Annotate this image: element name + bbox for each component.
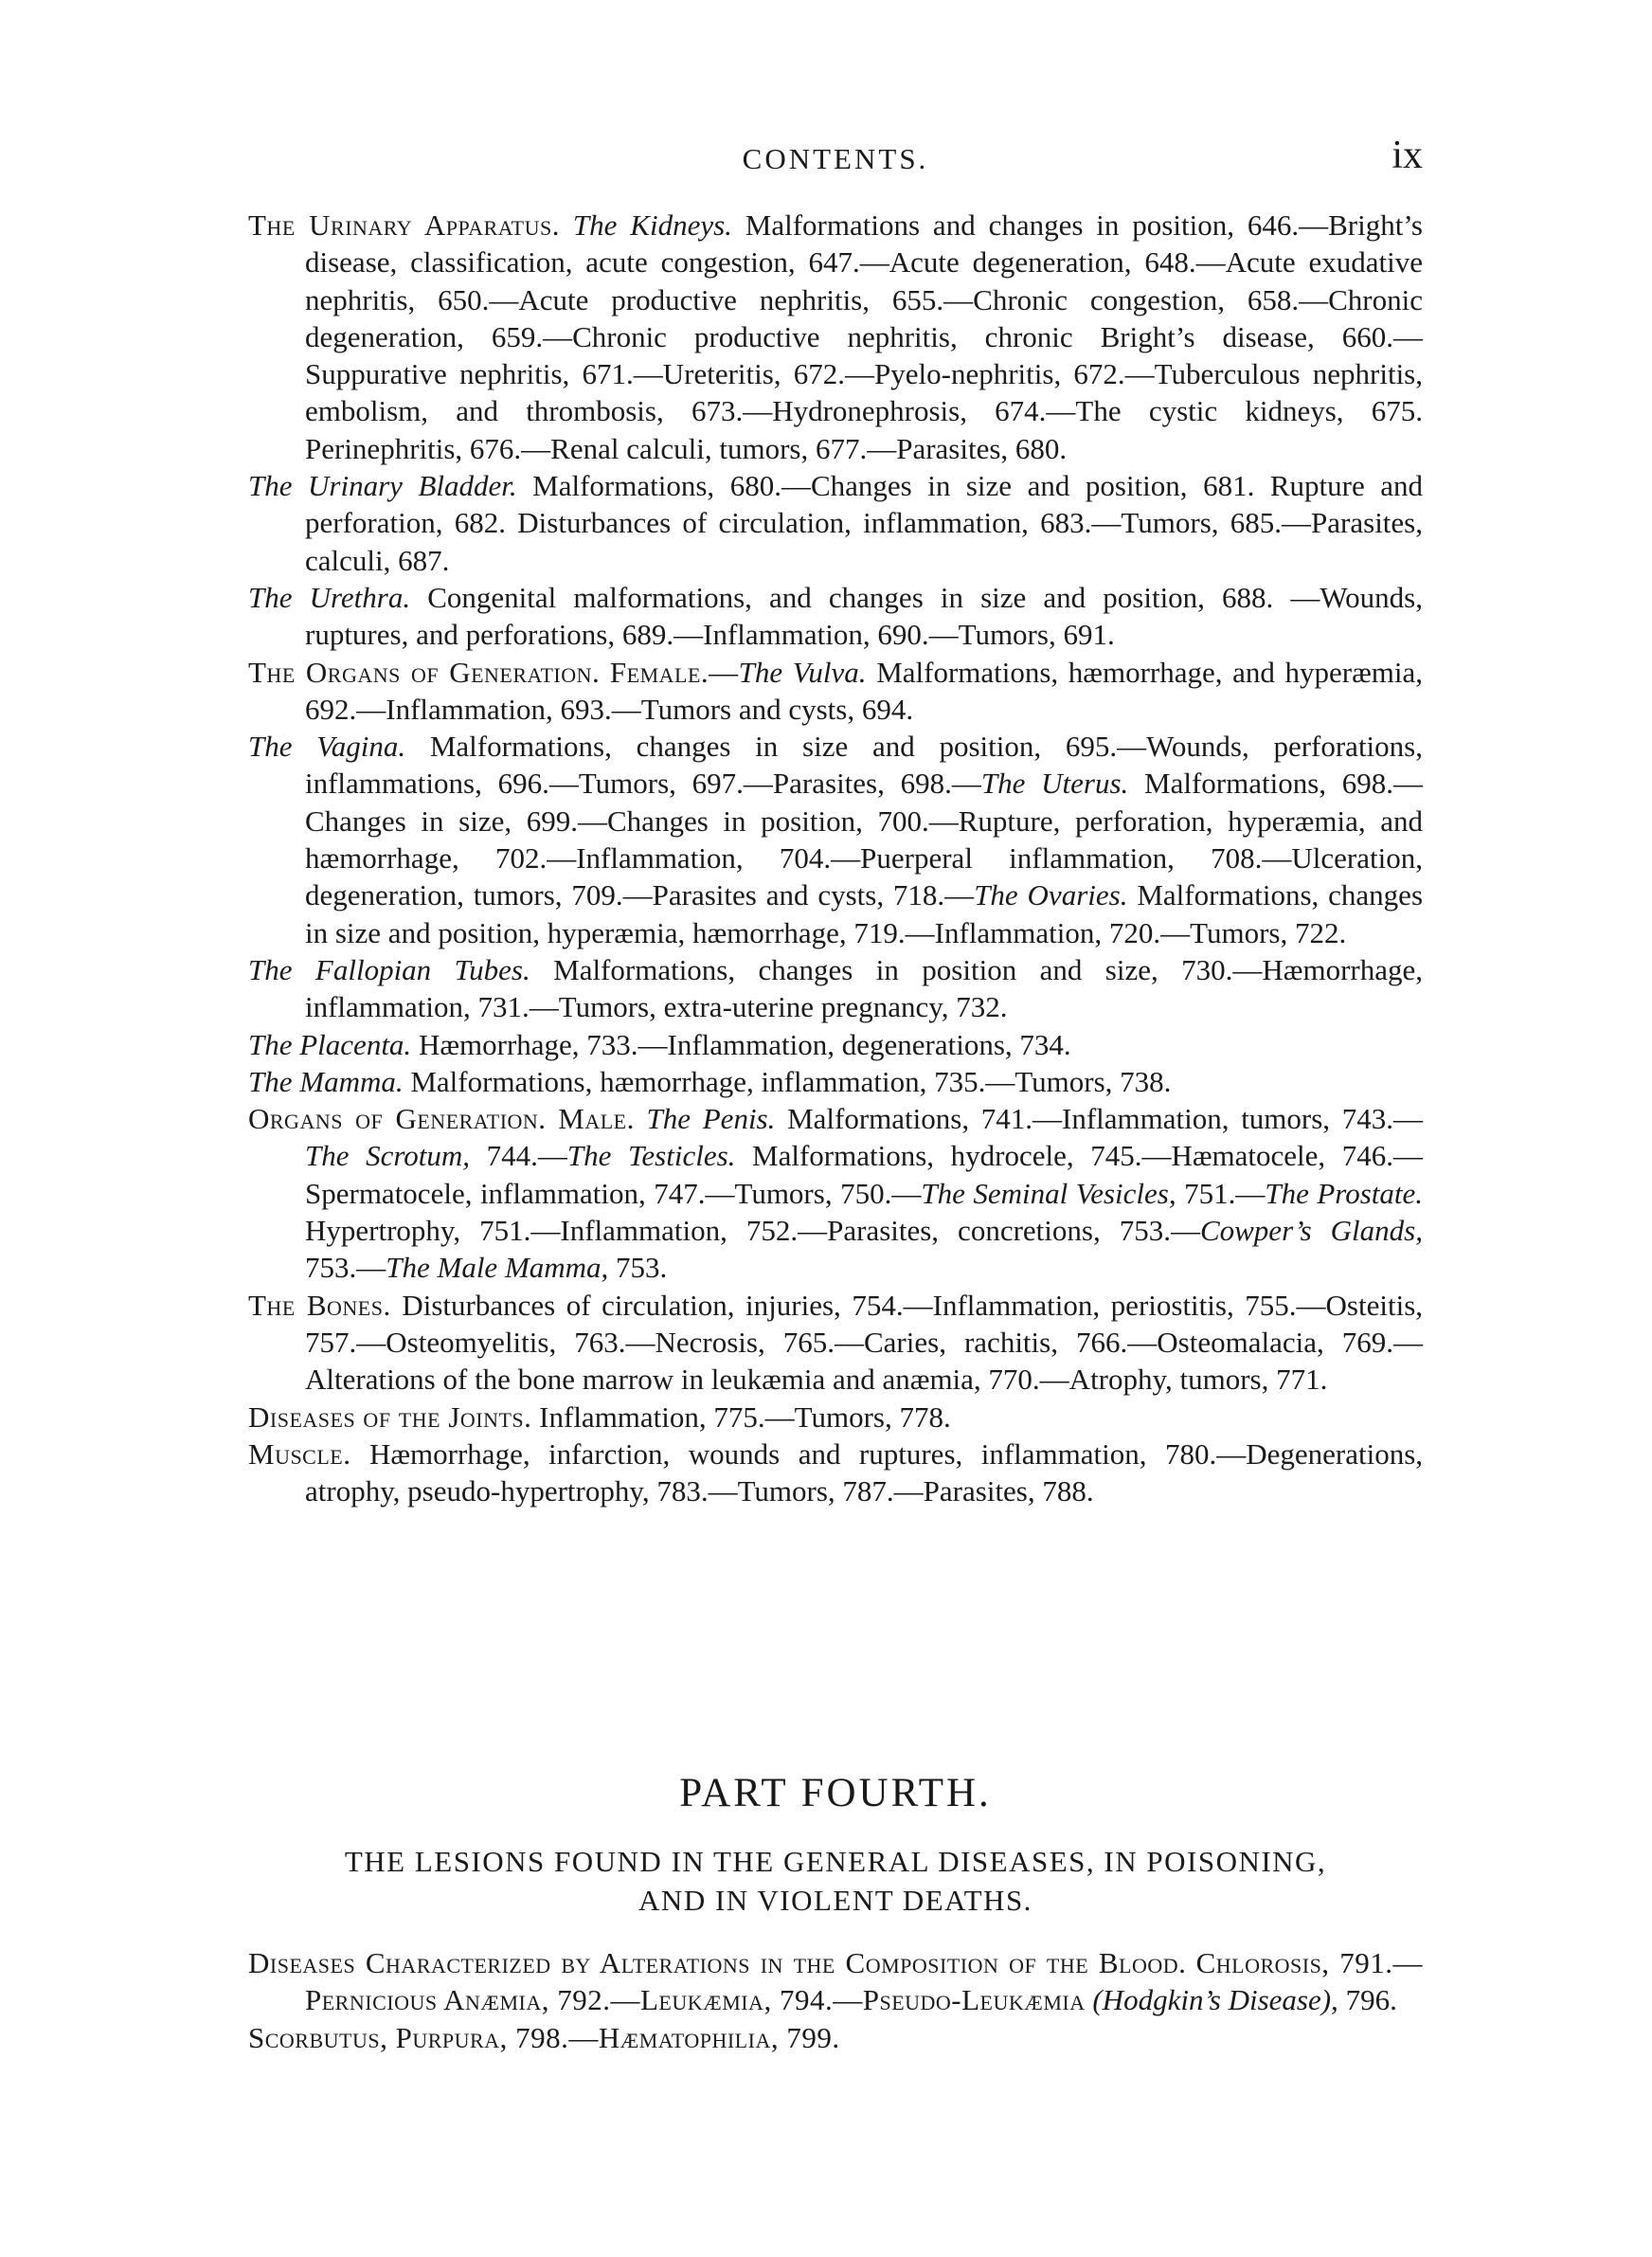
- toc-entry-blood-diseases: [248, 1944, 1423, 2019]
- entry-text: Malformations, hæmorrhage, and hyperæmia, 692.—Inflammation, 693.—Tumors and cysts, 694.: [305, 655, 1424, 726]
- subsection-title: The Testicles.: [566, 1139, 736, 1173]
- subsection-title: The Ovaries.: [974, 878, 1128, 912]
- entry-text: 796.: [1345, 1983, 1397, 2017]
- entry-text: Congenital malformations, and changes in size and position, 688. —Wounds, ruptures, and perforations, 689.—Inflammation, 690.—Tumors, 691.: [305, 580, 1423, 652]
- entry-text: Chlorosis, 791.—Pernicious Anæmia, 792.—Leukæmia, 794.—Pseudo-Leukæmia: [305, 1946, 1423, 2017]
- subsection-title: The Placenta.: [248, 1027, 412, 1061]
- subsection-title: The Vulva.: [738, 655, 867, 689]
- page-header: [248, 135, 1423, 182]
- subsection-title: The Urethra.: [248, 580, 411, 614]
- subsection-title: The Penis.: [646, 1102, 776, 1136]
- page-number: ix: [1392, 134, 1423, 177]
- entry-text: Disturbances of circulation, injuries, 754.—Inflammation, periostitis, 755.—Osteitis, 757.—Osteomyelitis, 763.—Necrosis, 765.—Caries, rachitis, 766.—Osteomalacia, 769.—Alterations of the bone marrow in leukæmia and anæmia, 770.—Atrophy, tumors, 771.: [305, 1288, 1424, 1397]
- part-title: PART FOURTH.: [679, 1771, 992, 1815]
- toc-entry-muscle: [248, 1435, 1423, 1510]
- subsection-title: The Seminal Vesicles,: [921, 1176, 1176, 1210]
- entry-text: 751.—: [1184, 1176, 1266, 1210]
- subsection-title: The Vagina.: [248, 730, 406, 764]
- section-heading: Muscle.: [248, 1436, 351, 1471]
- toc-entry-female-organs: [248, 654, 1423, 729]
- subsection-title: The Fallopian Tubes.: [248, 952, 530, 986]
- toc-entry-scorbutus: [248, 2019, 1423, 2056]
- toc-entry-male-organs: [248, 1100, 1423, 1286]
- part-subtitle-line: AND IN VIOLENT DEATHS.: [638, 1884, 1032, 1917]
- toc-entry-vagina: [248, 728, 1423, 951]
- toc-entry-urinary-apparatus: [248, 207, 1423, 467]
- entry-text: Scorbutus, Purpura, 798.—Hæmatophilia, 799.: [248, 2020, 840, 2054]
- entry-text: Malformations, hæmorrhage, inflammation, 735.—Tumors, 738.: [410, 1064, 1172, 1098]
- section-heading: Organs of Generation.: [248, 1102, 547, 1136]
- toc-entry-bones: [248, 1287, 1423, 1399]
- toc-entry-placenta: [248, 1026, 1423, 1063]
- entry-text: 744.—: [486, 1139, 567, 1173]
- entry-text: 753.: [616, 1251, 668, 1285]
- subsection-title: The Uterus.: [980, 767, 1129, 801]
- entry-text: Malformations, changes in size and position, 695.—Wounds, perforations, inflammations, 696.—Tumors, 697.—Parasites, 698.—: [305, 730, 1423, 801]
- subsection-title: The Urinary Bladder.: [248, 469, 517, 503]
- toc-entry-urethra: [248, 579, 1423, 654]
- entry-text: Hæmorrhage, 733.—Inflammation, degenerations, 734.: [418, 1027, 1071, 1061]
- toc-entry-joints: [248, 1399, 1423, 1435]
- entry-text: Malformations, 741.—Inflammation, tumors, 743.—: [787, 1102, 1424, 1136]
- section-heading: Diseases Characterized by Alterations in the Composition of the Blood.: [248, 1946, 1187, 1979]
- entry-text: Malformations, hydrocele, 745.—Hæmatocele, 746.—Spermatocele, inflammation, 747.—Tumors, 750.—: [305, 1139, 1423, 1210]
- subsection-title: The Male Mamma,: [386, 1251, 609, 1285]
- toc-entry-mamma: [248, 1063, 1423, 1100]
- entry-text: Malformations, changes in size and position, hyperæmia, hæmorrhage, 719.—Inflammation, 720.—Tumors, 722.: [305, 878, 1424, 949]
- contents-list-part-four: [248, 1944, 1423, 2056]
- entry-text: Malformations, 680.—Changes in size and position, 681. Rupture and perforation, 682. Disturbances of circulation, inflammation, 683.—Tumors, 685.—Parasites, calculi, 687.: [305, 469, 1424, 577]
- section-heading: The Urinary Apparatus.: [248, 208, 560, 242]
- entry-text: Hypertrophy, 751.—Inflammation, 752.—Parasites, concretions, 753.—: [305, 1214, 1200, 1248]
- subsection-title: The Mamma.: [248, 1064, 404, 1098]
- section-heading: The Bones.: [248, 1288, 391, 1322]
- subsection-title: The Scrotum,: [305, 1139, 471, 1173]
- entry-text: Hæmorrhage, infarction, wounds and ruptures, inflammation, 780.—Degenerations, atrophy, pseudo-hypertrophy, 783.—Tumors, 787.—Parasites, 788.: [305, 1436, 1424, 1508]
- part-subtitle: [248, 1842, 1423, 1920]
- toc-entry-urinary-bladder: [248, 467, 1423, 579]
- entry-text: Malformations, 698.—Changes in size, 699.—Changes in position, 700.—Rupture, perforation, hyperæmia, and hæmorrhage, 702.—Inflammation, 704.—Puerperal inflammation, 708.—Ulceration, degeneration, tumors, 709.—Parasites and cysts, 718.—: [305, 767, 1424, 912]
- entry-text: Inflammation, 775.—Tumors, 778.: [539, 1399, 951, 1434]
- section-heading: The Organs of Generation.: [248, 655, 601, 689]
- subsection-title: Cowper’s Glands,: [1199, 1214, 1423, 1248]
- entry-text: Malformations, changes in position and size, 730.—Hæmorrhage, inflammation, 731.—Tumors, extra-uterine pregnancy, 732.: [305, 952, 1423, 1024]
- sex-label: Female.—: [609, 655, 739, 689]
- subsection-title: The Kidneys.: [572, 208, 732, 242]
- contents-list: [248, 207, 1423, 1509]
- sex-label: Male.: [558, 1102, 635, 1136]
- section-heading: Diseases of the Joints.: [248, 1399, 532, 1434]
- toc-entry-fallopian-tubes: [248, 951, 1423, 1026]
- entry-text: Malformations and changes in position, 646.—Bright’s disease, classification, acute congestion, 647.—Acute degeneration, 648.—Acute exudative nephritis, 650.—Acute productive nephritis, 655.—Chronic congestion, 658.—Chronic degeneration, 659.—Chronic productive nephritis, chronic Bright’s disease, 660.—Suppurative nephritis, 671.—Ureteritis, 672.—Pyelo-nephritis, 672.—Tuberculous nephritis, embolism, and thrombosis, 673.—Hydronephrosis, 674.—The cystic kidneys, 675. Perinephritis, 676.—Renal calculi, tumors, 677.—Parasites, 680.: [305, 208, 1423, 465]
- running-head: CONTENTS.: [742, 142, 929, 175]
- subsection-title: (Hodgkin’s Disease),: [1092, 1983, 1338, 2017]
- entry-text: 753.—: [305, 1251, 386, 1285]
- subsection-title: The Prostate.: [1265, 1176, 1423, 1210]
- part-subtitle-line: THE LESIONS FOUND IN THE GENERAL DISEASES, IN POISONING,: [344, 1845, 1327, 1878]
